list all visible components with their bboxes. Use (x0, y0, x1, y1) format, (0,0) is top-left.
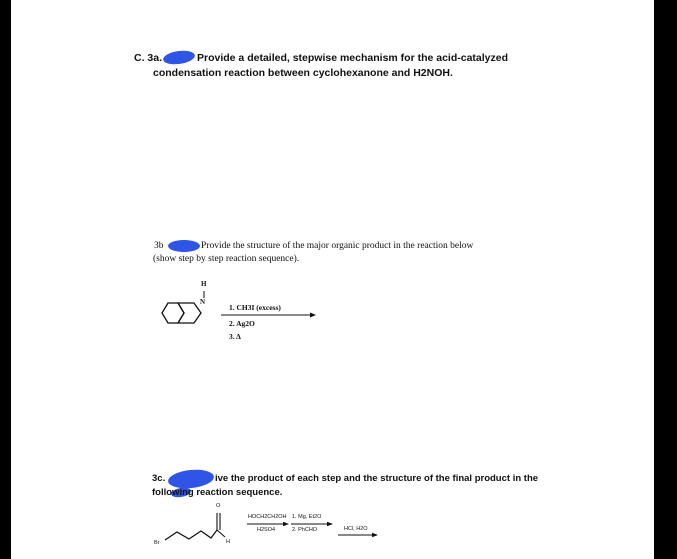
reagent-b-bottom: 2. PhCHO (292, 527, 318, 533)
redaction-mark (168, 240, 200, 252)
document-page (11, 0, 654, 559)
q3c-text-line2: following reaction sequence. (152, 487, 283, 498)
reagent-c-top: HCl, H2O (344, 526, 368, 532)
atom-o-label: O (216, 503, 221, 509)
reaction-arrow-icon (338, 532, 378, 538)
redaction-mark (162, 49, 195, 66)
reagent-b-top: 1. Mg, Et2O (292, 514, 322, 520)
bromo-aldehyde-structure (151, 502, 241, 554)
atom-br-label: Br (154, 540, 160, 546)
q3a-text-line2: condensation reaction between cyclohexanone and H2NOH. (153, 67, 453, 79)
atom-h-label: H (226, 539, 230, 545)
atom-n-label: N (200, 298, 206, 306)
q3b-label: 3b (154, 241, 164, 251)
q3b-text-line1: Provide the structure of the major organic product in the reaction below (201, 241, 474, 251)
q3a-label: C. 3a. (134, 52, 163, 64)
reagent-step-2: 2. Ag2O (229, 319, 255, 328)
q3b-text-line2: (show step by step reaction sequence). (153, 254, 300, 264)
bicyclic-amine-structure (151, 280, 221, 342)
q3c-text-line1: ive the product of each step and the structure of the final product in the (215, 473, 539, 484)
q3a-text-line1: Provide a detailed, stepwise mechanism for the acid-catalyzed (197, 52, 509, 64)
reagent-step-3: 3. Δ (229, 332, 241, 341)
reaction-arrow-icon (221, 312, 316, 318)
reagent-a-bottom: H2SO4 (257, 527, 276, 533)
reagent-a-top: HOCH2CH2OH (248, 514, 287, 520)
reagent-step-1: 1. CH3I (excess) (229, 303, 281, 312)
q3c-label: 3c. (152, 473, 166, 484)
atom-h-label: H (201, 280, 207, 288)
